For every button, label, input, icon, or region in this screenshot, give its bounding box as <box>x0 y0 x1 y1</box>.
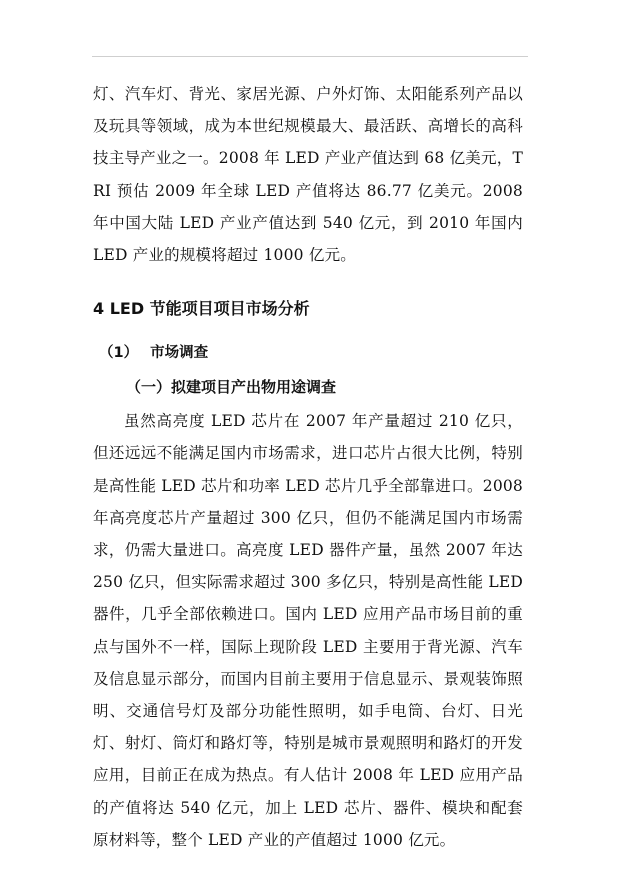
document-body <box>93 78 523 856</box>
subsubsection-heading: （一）拟建项目产出物用途调查 <box>126 378 337 397</box>
page-header-rule <box>92 56 528 57</box>
section-heading: 4 LED 节能项目项目市场分析 <box>93 299 310 319</box>
subsection-title: 市场调查 <box>150 345 209 362</box>
subsection-heading <box>99 337 523 369</box>
body-paragraph: 虽然高亮度 LED 芯片在 2007 年产量超过 210 亿只，但还远远不能满足国内市场需求，进口芯片占很大比例，特别是高性能 LED 芯片和功率 LED 芯片几乎全部靠进口。2008 年高亮度芯片产量超过 300 亿只，但仍不能满足国内市场需求，仍需大量进口。高亮度 LED 器件产量，虽然 2007 年达 250 亿只，但实际需求超过 300 多亿只，特别是高性能 LED 器件，几乎全部依赖进口。国内 LED 应用产品市场目前的重点与国外不一样，国际上现阶段 LED 主要用于背光源、汽车及信息显示部分，而国内目前主要用于信息显示、景观装饰照明、交通信号灯及部分功能性照明，如手电筒、台灯、日光灯、射灯、筒灯和路灯等，特别是城市景观照明和路灯的开发应用，目前正在成为热点。有人估计 2008 年 LED 应用产品的产值将达 540 亿元，加上 LED 芯片、器件、模块和配套原材料等，整个 LED 产业的产值超过 1000 亿元。 <box>93 412 523 849</box>
subsection-number: （1） <box>99 345 139 362</box>
intro-paragraph: 灯、汽车灯、背光、家居光源、户外灯饰、太阳能系列产品以及玩具等领域，成为本世纪规模最大、最活跃、高增长的高科技主导产业之一。2008 年 LED 产业产值达到 68 亿美元，TRI 预估 2009 年全球 LED 产值将达 86.77 亿美元。2008 年中国大陆 LED 产业产值达到 540 亿元，到 2010 年国内 LED 产业的规模将超过 1000 亿元。 <box>93 85 523 265</box>
